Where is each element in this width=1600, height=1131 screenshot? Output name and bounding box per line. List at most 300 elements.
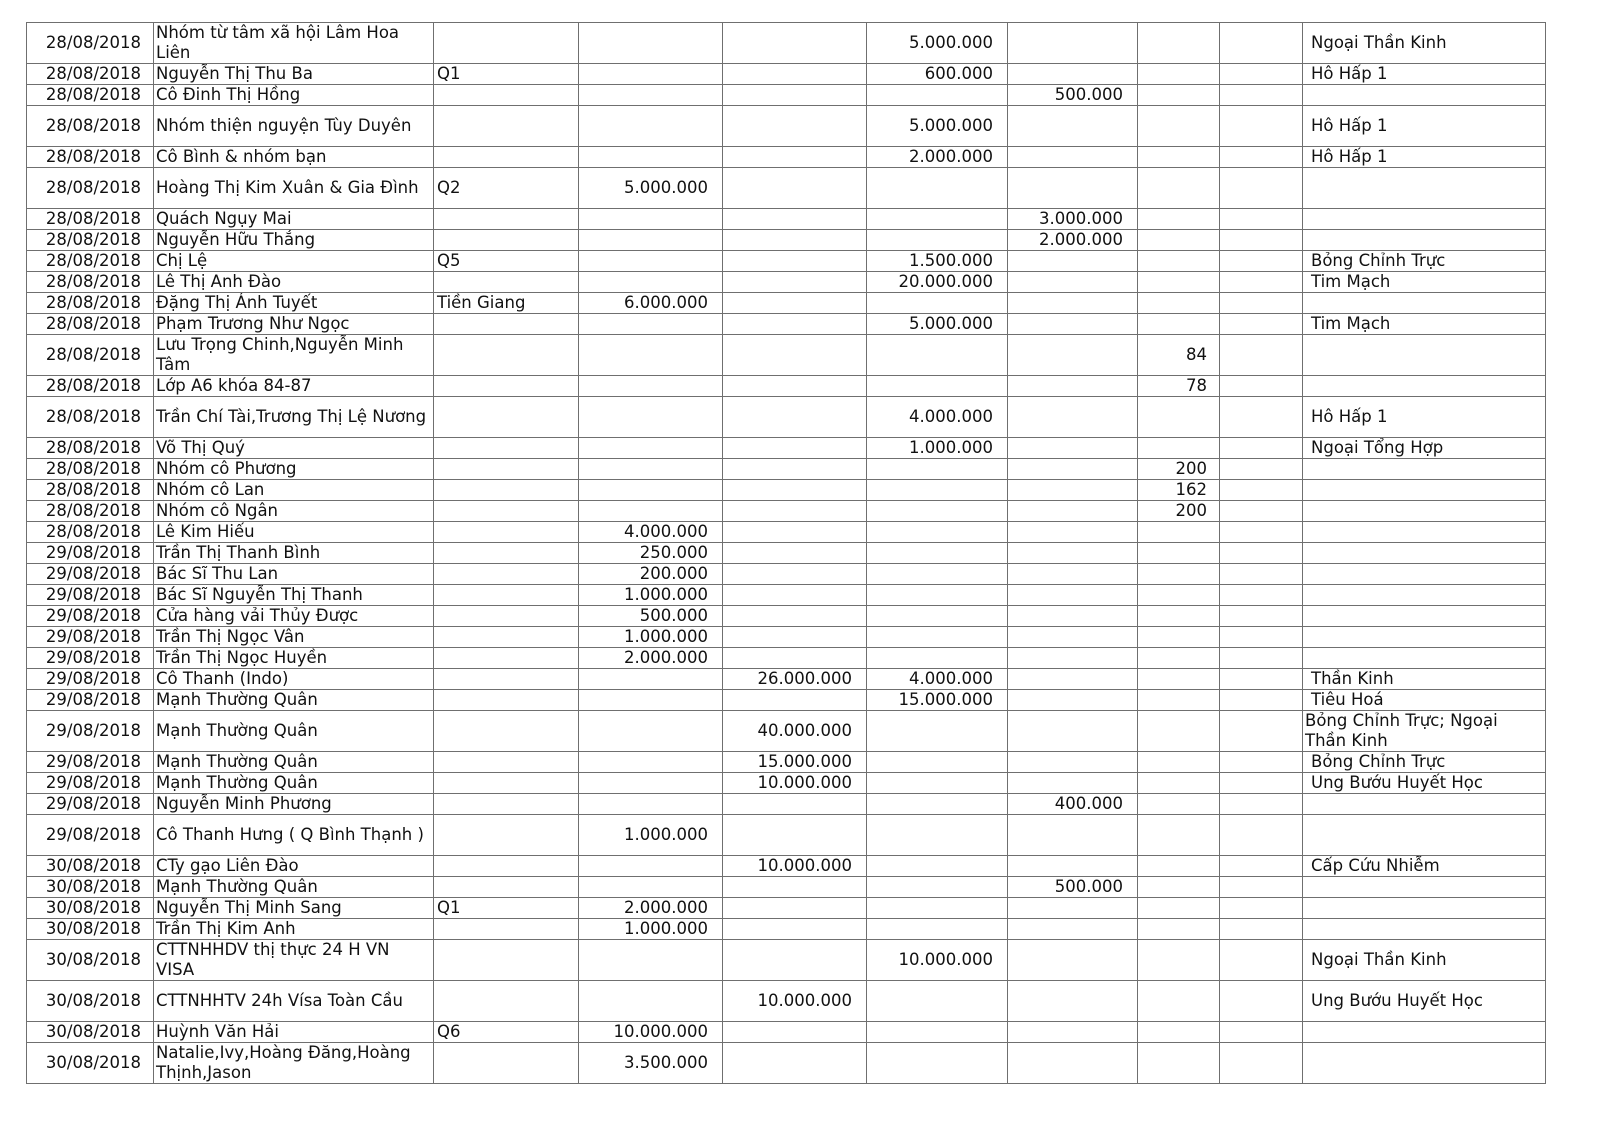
date-cell: 29/08/2018 (27, 690, 154, 711)
date-cell: 28/08/2018 (27, 230, 154, 251)
donor-name-cell: CTTNHHDV thị thực 24 H VN VISA (154, 940, 434, 981)
location-cell (434, 981, 579, 1022)
transfer-amount-cell (723, 397, 867, 438)
extra-cell (1220, 64, 1303, 85)
department-cell (1303, 815, 1546, 856)
other-amount-cell (1008, 856, 1138, 877)
donor-name-cell: Cô Thanh Hưng ( Q Bình Thạnh ) (154, 815, 434, 856)
quantity-cell (1138, 981, 1220, 1022)
transfer-amount-cell (723, 1043, 867, 1084)
ward-amount-cell: 20.000.000 (867, 272, 1008, 293)
ward-amount-cell (867, 335, 1008, 376)
quantity-cell (1138, 168, 1220, 209)
date-cell: 30/08/2018 (27, 1043, 154, 1084)
ward-amount-cell (867, 501, 1008, 522)
extra-cell (1220, 23, 1303, 64)
donor-name-cell: Mạnh Thường Quân (154, 711, 434, 752)
donor-name-cell: Võ Thị Quý (154, 438, 434, 459)
table-row (27, 627, 1546, 648)
location-cell: Q6 (434, 1022, 579, 1043)
location-cell (434, 877, 579, 898)
quantity-cell (1138, 752, 1220, 773)
other-amount-cell (1008, 606, 1138, 627)
donor-name-cell: Mạnh Thường Quân (154, 877, 434, 898)
location-cell (434, 773, 579, 794)
extra-cell (1220, 272, 1303, 293)
donor-name-cell: Cửa hàng vải Thủy Được (154, 606, 434, 627)
extra-cell (1220, 251, 1303, 272)
quantity-cell (1138, 669, 1220, 690)
donor-name-cell: Cô Đinh Thị Hồng (154, 85, 434, 106)
transfer-amount-cell (723, 23, 867, 64)
cash-amount-cell: 200.000 (579, 564, 723, 585)
department-cell: Hô Hấp 1 (1303, 397, 1546, 438)
department-cell (1303, 230, 1546, 251)
quantity-cell (1138, 251, 1220, 272)
quantity-cell (1138, 397, 1220, 438)
location-cell (434, 815, 579, 856)
extra-cell (1220, 1043, 1303, 1084)
quantity-cell (1138, 606, 1220, 627)
date-cell: 29/08/2018 (27, 564, 154, 585)
other-amount-cell (1008, 251, 1138, 272)
location-cell (434, 1043, 579, 1084)
quantity-cell (1138, 794, 1220, 815)
location-cell (434, 501, 579, 522)
extra-cell (1220, 648, 1303, 669)
other-amount-cell: 400.000 (1008, 794, 1138, 815)
date-cell: 29/08/2018 (27, 585, 154, 606)
ward-amount-cell (867, 752, 1008, 773)
location-cell (434, 543, 579, 564)
quantity-cell (1138, 85, 1220, 106)
table-body (27, 23, 1546, 1084)
donor-name-cell: Nhóm cô Lan (154, 480, 434, 501)
cash-amount-cell: 10.000.000 (579, 1022, 723, 1043)
table-row (27, 794, 1546, 815)
transfer-amount-cell (723, 543, 867, 564)
transfer-amount-cell: 10.000.000 (723, 773, 867, 794)
donor-name-cell: CTTNHHTV 24h Vísa Toàn Cầu (154, 981, 434, 1022)
donor-name-cell: Nhóm thiện nguyện Tùy Duyên (154, 106, 434, 147)
transfer-amount-cell: 10.000.000 (723, 856, 867, 877)
date-cell: 28/08/2018 (27, 272, 154, 293)
ward-amount-cell (867, 209, 1008, 230)
quantity-cell: 200 (1138, 501, 1220, 522)
cash-amount-cell: 4.000.000 (579, 522, 723, 543)
extra-cell (1220, 585, 1303, 606)
cash-amount-cell (579, 376, 723, 397)
location-cell: Q1 (434, 898, 579, 919)
table-row (27, 648, 1546, 669)
ward-amount-cell: 600.000 (867, 64, 1008, 85)
date-cell: 28/08/2018 (27, 209, 154, 230)
quantity-cell (1138, 147, 1220, 168)
donor-name-cell: Huỳnh Văn Hải (154, 1022, 434, 1043)
table-row (27, 147, 1546, 168)
table-row (27, 856, 1546, 877)
other-amount-cell: 2.000.000 (1008, 230, 1138, 251)
location-cell (434, 606, 579, 627)
extra-cell (1220, 856, 1303, 877)
date-cell: 28/08/2018 (27, 438, 154, 459)
cash-amount-cell (579, 397, 723, 438)
other-amount-cell (1008, 272, 1138, 293)
ward-amount-cell (867, 459, 1008, 480)
quantity-cell (1138, 230, 1220, 251)
ward-amount-cell (867, 85, 1008, 106)
date-cell: 28/08/2018 (27, 147, 154, 168)
table-row (27, 272, 1546, 293)
department-cell (1303, 293, 1546, 314)
transfer-amount-cell (723, 919, 867, 940)
location-cell: Q5 (434, 251, 579, 272)
other-amount-cell (1008, 106, 1138, 147)
quantity-cell (1138, 773, 1220, 794)
donor-name-cell: Lê Kim Hiếu (154, 522, 434, 543)
quantity-cell (1138, 522, 1220, 543)
donor-name-cell: Nguyễn Hữu Thắng (154, 230, 434, 251)
cash-amount-cell (579, 251, 723, 272)
table-row (27, 293, 1546, 314)
date-cell: 30/08/2018 (27, 1022, 154, 1043)
date-cell: 28/08/2018 (27, 64, 154, 85)
transfer-amount-cell (723, 168, 867, 209)
location-cell (434, 690, 579, 711)
quantity-cell (1138, 438, 1220, 459)
department-cell: Ung Bướu Huyết Học (1303, 773, 1546, 794)
transfer-amount-cell (723, 272, 867, 293)
other-amount-cell (1008, 898, 1138, 919)
other-amount-cell (1008, 773, 1138, 794)
quantity-cell (1138, 648, 1220, 669)
quantity-cell (1138, 940, 1220, 981)
department-cell: Tim Mạch (1303, 314, 1546, 335)
table-row (27, 23, 1546, 64)
quantity-cell (1138, 815, 1220, 856)
cash-amount-cell: 500.000 (579, 606, 723, 627)
transfer-amount-cell (723, 293, 867, 314)
department-cell (1303, 648, 1546, 669)
quantity-cell (1138, 23, 1220, 64)
location-cell (434, 397, 579, 438)
ward-amount-cell: 10.000.000 (867, 940, 1008, 981)
other-amount-cell (1008, 711, 1138, 752)
date-cell: 29/08/2018 (27, 648, 154, 669)
ward-amount-cell: 5.000.000 (867, 23, 1008, 64)
department-cell: Tiêu Hoá (1303, 690, 1546, 711)
transfer-amount-cell (723, 940, 867, 981)
quantity-cell (1138, 543, 1220, 564)
donor-name-cell: Mạnh Thường Quân (154, 773, 434, 794)
ward-amount-cell: 15.000.000 (867, 690, 1008, 711)
location-cell (434, 272, 579, 293)
extra-cell (1220, 230, 1303, 251)
department-cell (1303, 606, 1546, 627)
department-cell (1303, 898, 1546, 919)
table-row (27, 85, 1546, 106)
table-row (27, 376, 1546, 397)
other-amount-cell: 3.000.000 (1008, 209, 1138, 230)
cash-amount-cell: 2.000.000 (579, 648, 723, 669)
table-row (27, 522, 1546, 543)
cash-amount-cell (579, 147, 723, 168)
department-cell: Bỏng Chỉnh Trực (1303, 752, 1546, 773)
ward-amount-cell: 5.000.000 (867, 314, 1008, 335)
department-cell: Ung Bướu Huyết Học (1303, 981, 1546, 1022)
date-cell: 28/08/2018 (27, 522, 154, 543)
location-cell (434, 940, 579, 981)
quantity-cell (1138, 1043, 1220, 1084)
department-cell: Bỏng Chỉnh Trực (1303, 251, 1546, 272)
location-cell (434, 230, 579, 251)
transfer-amount-cell (723, 794, 867, 815)
table-row (27, 981, 1546, 1022)
extra-cell (1220, 85, 1303, 106)
ward-amount-cell (867, 919, 1008, 940)
department-cell (1303, 522, 1546, 543)
transfer-amount-cell (723, 585, 867, 606)
cash-amount-cell (579, 669, 723, 690)
other-amount-cell (1008, 627, 1138, 648)
department-cell (1303, 585, 1546, 606)
donor-name-cell: Chị Lệ (154, 251, 434, 272)
department-cell (1303, 1022, 1546, 1043)
table-row (27, 877, 1546, 898)
quantity-cell: 84 (1138, 335, 1220, 376)
department-cell (1303, 877, 1546, 898)
quantity-cell (1138, 585, 1220, 606)
cash-amount-cell (579, 85, 723, 106)
cash-amount-cell (579, 480, 723, 501)
cash-amount-cell (579, 23, 723, 64)
donor-name-cell: Mạnh Thường Quân (154, 752, 434, 773)
date-cell: 29/08/2018 (27, 627, 154, 648)
donor-name-cell: Nguyễn Thị Thu Ba (154, 64, 434, 85)
location-cell (434, 480, 579, 501)
other-amount-cell (1008, 480, 1138, 501)
transfer-amount-cell (723, 438, 867, 459)
transfer-amount-cell (723, 648, 867, 669)
department-cell (1303, 794, 1546, 815)
ward-amount-cell (867, 1043, 1008, 1084)
extra-cell (1220, 209, 1303, 230)
cash-amount-cell (579, 106, 723, 147)
donor-name-cell: Quách Ngụy Mai (154, 209, 434, 230)
cash-amount-cell: 5.000.000 (579, 168, 723, 209)
cash-amount-cell: 6.000.000 (579, 293, 723, 314)
table-row (27, 585, 1546, 606)
date-cell: 30/08/2018 (27, 919, 154, 940)
other-amount-cell (1008, 1043, 1138, 1084)
date-cell: 30/08/2018 (27, 940, 154, 981)
extra-cell (1220, 898, 1303, 919)
extra-cell (1220, 459, 1303, 480)
other-amount-cell (1008, 690, 1138, 711)
ward-amount-cell (867, 230, 1008, 251)
date-cell: 29/08/2018 (27, 606, 154, 627)
other-amount-cell (1008, 23, 1138, 64)
extra-cell (1220, 690, 1303, 711)
department-cell (1303, 627, 1546, 648)
other-amount-cell (1008, 981, 1138, 1022)
other-amount-cell (1008, 1022, 1138, 1043)
donor-name-cell: CTy gạo Liên Đào (154, 856, 434, 877)
table-row (27, 773, 1546, 794)
cash-amount-cell (579, 690, 723, 711)
table-row (27, 459, 1546, 480)
cash-amount-cell (579, 752, 723, 773)
ward-amount-cell (867, 168, 1008, 209)
quantity-cell (1138, 919, 1220, 940)
quantity-cell: 162 (1138, 480, 1220, 501)
location-cell (434, 711, 579, 752)
ward-amount-cell: 4.000.000 (867, 397, 1008, 438)
donor-name-cell: Bác Sĩ Nguyễn Thị Thanh (154, 585, 434, 606)
quantity-cell (1138, 209, 1220, 230)
table-row (27, 669, 1546, 690)
location-cell (434, 564, 579, 585)
date-cell: 28/08/2018 (27, 168, 154, 209)
location-cell (434, 585, 579, 606)
cash-amount-cell (579, 230, 723, 251)
other-amount-cell (1008, 438, 1138, 459)
extra-cell (1220, 168, 1303, 209)
date-cell: 28/08/2018 (27, 397, 154, 438)
transfer-amount-cell (723, 376, 867, 397)
donor-name-cell: Trần Thị Kim Anh (154, 919, 434, 940)
donor-name-cell: Lưu Trọng Chinh,Nguyễn Minh Tâm (154, 335, 434, 376)
date-cell: 28/08/2018 (27, 23, 154, 64)
transfer-amount-cell (723, 877, 867, 898)
department-cell: Hô Hấp 1 (1303, 64, 1546, 85)
transfer-amount-cell (723, 501, 867, 522)
quantity-cell: 200 (1138, 459, 1220, 480)
date-cell: 29/08/2018 (27, 752, 154, 773)
transfer-amount-cell (723, 690, 867, 711)
other-amount-cell (1008, 64, 1138, 85)
date-cell: 28/08/2018 (27, 459, 154, 480)
cash-amount-cell: 3.500.000 (579, 1043, 723, 1084)
ward-amount-cell (867, 585, 1008, 606)
table-row (27, 898, 1546, 919)
transfer-amount-cell (723, 209, 867, 230)
location-cell (434, 627, 579, 648)
transfer-amount-cell (723, 459, 867, 480)
extra-cell (1220, 794, 1303, 815)
extra-cell (1220, 438, 1303, 459)
quantity-cell (1138, 711, 1220, 752)
quantity-cell: 78 (1138, 376, 1220, 397)
cash-amount-cell (579, 940, 723, 981)
location-cell (434, 106, 579, 147)
transfer-amount-cell: 26.000.000 (723, 669, 867, 690)
date-cell: 29/08/2018 (27, 794, 154, 815)
other-amount-cell (1008, 376, 1138, 397)
table-row (27, 230, 1546, 251)
department-cell: Thần Kinh (1303, 669, 1546, 690)
quantity-cell (1138, 1022, 1220, 1043)
location-cell (434, 376, 579, 397)
transfer-amount-cell: 10.000.000 (723, 981, 867, 1022)
other-amount-cell (1008, 564, 1138, 585)
ward-amount-cell (867, 376, 1008, 397)
cash-amount-cell (579, 856, 723, 877)
table-row (27, 564, 1546, 585)
other-amount-cell (1008, 335, 1138, 376)
table-row (27, 919, 1546, 940)
department-cell (1303, 480, 1546, 501)
other-amount-cell (1008, 522, 1138, 543)
donor-name-cell: Bác Sĩ Thu Lan (154, 564, 434, 585)
ward-amount-cell (867, 1022, 1008, 1043)
date-cell: 29/08/2018 (27, 815, 154, 856)
cash-amount-cell (579, 711, 723, 752)
other-amount-cell (1008, 648, 1138, 669)
extra-cell (1220, 815, 1303, 856)
cash-amount-cell: 1.000.000 (579, 815, 723, 856)
cash-amount-cell (579, 773, 723, 794)
extra-cell (1220, 397, 1303, 438)
table-row (27, 1022, 1546, 1043)
location-cell (434, 335, 579, 376)
donor-name-cell: Lớp A6 khóa 84-87 (154, 376, 434, 397)
table-row (27, 438, 1546, 459)
cash-amount-cell: 250.000 (579, 543, 723, 564)
donor-name-cell: Mạnh Thường Quân (154, 690, 434, 711)
location-cell (434, 85, 579, 106)
department-cell (1303, 335, 1546, 376)
location-cell (434, 459, 579, 480)
table-row (27, 314, 1546, 335)
date-cell: 30/08/2018 (27, 898, 154, 919)
donor-name-cell: Nguyễn Thị Minh Sang (154, 898, 434, 919)
ward-amount-cell (867, 856, 1008, 877)
other-amount-cell (1008, 669, 1138, 690)
extra-cell (1220, 293, 1303, 314)
location-cell (434, 522, 579, 543)
department-cell (1303, 376, 1546, 397)
table-row (27, 106, 1546, 147)
location-cell (434, 209, 579, 230)
extra-cell (1220, 314, 1303, 335)
cash-amount-cell (579, 438, 723, 459)
date-cell: 28/08/2018 (27, 501, 154, 522)
date-cell: 29/08/2018 (27, 669, 154, 690)
cash-amount-cell (579, 794, 723, 815)
location-cell (434, 669, 579, 690)
location-cell (434, 314, 579, 335)
ward-amount-cell (867, 648, 1008, 669)
extra-cell (1220, 606, 1303, 627)
transfer-amount-cell (723, 1022, 867, 1043)
department-cell: Ngoại Thần Kinh (1303, 23, 1546, 64)
other-amount-cell (1008, 940, 1138, 981)
location-cell (434, 648, 579, 669)
department-cell: Tim Mạch (1303, 272, 1546, 293)
table-row (27, 501, 1546, 522)
extra-cell (1220, 480, 1303, 501)
donor-name-cell: Nguyễn Minh Phương (154, 794, 434, 815)
department-cell: Ngoại Tổng Hợp (1303, 438, 1546, 459)
cash-amount-cell: 1.000.000 (579, 585, 723, 606)
other-amount-cell (1008, 168, 1138, 209)
cash-amount-cell: 2.000.000 (579, 898, 723, 919)
date-cell: 29/08/2018 (27, 773, 154, 794)
transfer-amount-cell: 40.000.000 (723, 711, 867, 752)
extra-cell (1220, 1022, 1303, 1043)
other-amount-cell (1008, 752, 1138, 773)
